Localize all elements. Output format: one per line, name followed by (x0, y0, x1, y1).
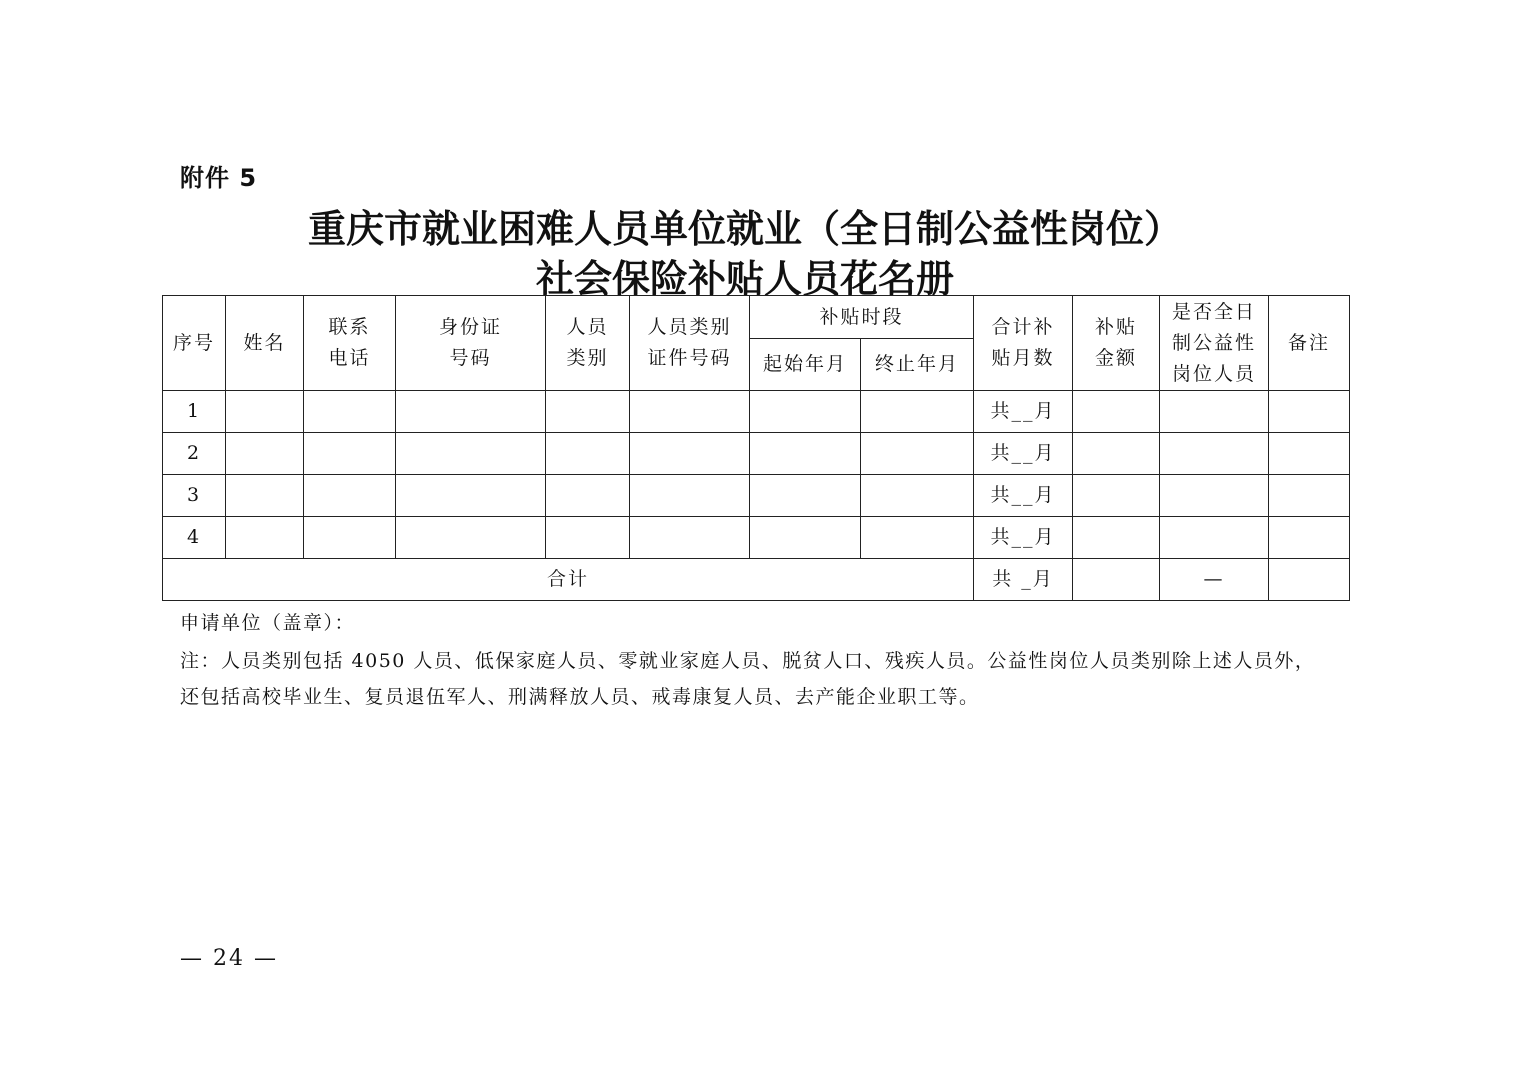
cell-category-cert (630, 517, 750, 559)
cell-amount (1073, 433, 1160, 475)
cell-seq: 4 (163, 517, 226, 559)
header-phone (304, 296, 396, 391)
cell-category (546, 475, 630, 517)
page-number: — 24 — (180, 946, 278, 971)
cell-amount (1073, 391, 1160, 433)
header-category-cert-line-1: 人员类别 (647, 316, 732, 338)
header-subsidy-amount (1073, 296, 1160, 391)
applicant-unit-seal: 申请单位（盖章）： (180, 612, 356, 634)
cell-phone (304, 517, 396, 559)
table-row (163, 517, 1350, 559)
header-fulltime-line-3: 岗位人员 (1172, 362, 1257, 385)
cell-total-months: 共__月 (974, 475, 1073, 517)
cell-start-month (750, 391, 861, 433)
cell-category (546, 433, 630, 475)
header-fulltime-position (1160, 296, 1269, 391)
cell-category (546, 391, 630, 433)
cell-amount (1073, 475, 1160, 517)
cell-category-cert (630, 391, 750, 433)
cell-start-month (750, 475, 861, 517)
cell-remarks (1269, 433, 1350, 475)
cell-remarks (1269, 391, 1350, 433)
header-id-line-1: 身份证 (438, 316, 502, 338)
total-label: 合计 (163, 559, 974, 601)
header-id-line-2: 号码 (449, 347, 492, 369)
cell-start-month (750, 433, 861, 475)
total-fulltime: — (1160, 559, 1269, 601)
attachment-label: 附件 5 (180, 164, 258, 192)
cell-name (226, 391, 304, 433)
cell-total-months: 共__月 (974, 433, 1073, 475)
header-phone-line-1: 联系 (328, 316, 371, 338)
cell-seq: 3 (163, 475, 226, 517)
header-category-line-2: 类别 (566, 347, 609, 369)
cell-fulltime (1160, 475, 1269, 517)
table-total-row (163, 559, 1350, 601)
header-end-month: 终止年月 (861, 339, 974, 391)
cell-seq: 2 (163, 433, 226, 475)
header-seq: 序号 (163, 296, 226, 391)
table-row (163, 433, 1350, 475)
header-total-months (974, 296, 1073, 391)
header-name: 姓名 (226, 296, 304, 391)
header-total-months-line-1: 合计补 (991, 316, 1055, 338)
document-title-line-1: 重庆市就业困难人员单位就业（全日制公益性岗位） (307, 207, 1182, 251)
header-fulltime-line-1: 是否全日 (1172, 300, 1257, 323)
cell-end-month (861, 391, 974, 433)
header-total-months-line-2: 贴月数 (991, 347, 1055, 369)
cell-fulltime (1160, 517, 1269, 559)
cell-name (226, 517, 304, 559)
cell-id-number (396, 475, 546, 517)
cell-id-number (396, 433, 546, 475)
note-line-2: 还包括高校毕业生、复员退伍军人、刑满释放人员、戒毒康复人员、去产能企业职工等。 (180, 686, 980, 708)
header-amount-line-2: 金额 (1095, 347, 1138, 369)
header-category (546, 296, 630, 391)
header-subsidy-period: 补贴时段 (750, 296, 974, 339)
cell-id-number (396, 391, 546, 433)
header-phone-line-2: 电话 (328, 347, 371, 369)
cell-id-number (396, 517, 546, 559)
cell-fulltime (1160, 391, 1269, 433)
cell-category (546, 517, 630, 559)
cell-end-month (861, 517, 974, 559)
header-start-month: 起始年月 (750, 339, 861, 391)
document-title-line-2: 社会保险补贴人员花名册 (535, 257, 954, 301)
cell-category-cert (630, 475, 750, 517)
cell-total-months: 共__月 (974, 391, 1073, 433)
header-category-cert (630, 296, 750, 391)
table-row (163, 391, 1350, 433)
cell-remarks (1269, 475, 1350, 517)
cell-seq: 1 (163, 391, 226, 433)
total-remarks (1269, 559, 1350, 601)
cell-fulltime (1160, 433, 1269, 475)
cell-start-month (750, 517, 861, 559)
total-amount (1073, 559, 1160, 601)
cell-phone (304, 433, 396, 475)
cell-name (226, 433, 304, 475)
table-row (163, 475, 1350, 517)
total-months: 共 _月 (974, 559, 1073, 601)
header-fulltime-line-2: 制公益性 (1172, 331, 1257, 354)
cell-phone (304, 391, 396, 433)
cell-category-cert (630, 433, 750, 475)
cell-remarks (1269, 517, 1350, 559)
subsidy-roster-table (162, 295, 1350, 601)
table-header-row (163, 296, 1350, 339)
header-category-line-1: 人员 (566, 316, 609, 338)
header-id-number (396, 296, 546, 391)
cell-end-month (861, 433, 974, 475)
header-amount-line-1: 补贴 (1095, 316, 1138, 338)
header-category-cert-line-2: 证件号码 (647, 347, 732, 369)
note-line-1: 注：人员类别包括 4050 人员、低保家庭人员、零就业家庭人员、脱贫人口、残疾人员。公益性岗位人员类别除上述人员外， (180, 650, 1316, 672)
cell-total-months: 共__月 (974, 517, 1073, 559)
cell-name (226, 475, 304, 517)
cell-amount (1073, 517, 1160, 559)
header-remarks: 备注 (1269, 296, 1350, 391)
cell-phone (304, 475, 396, 517)
cell-end-month (861, 475, 974, 517)
